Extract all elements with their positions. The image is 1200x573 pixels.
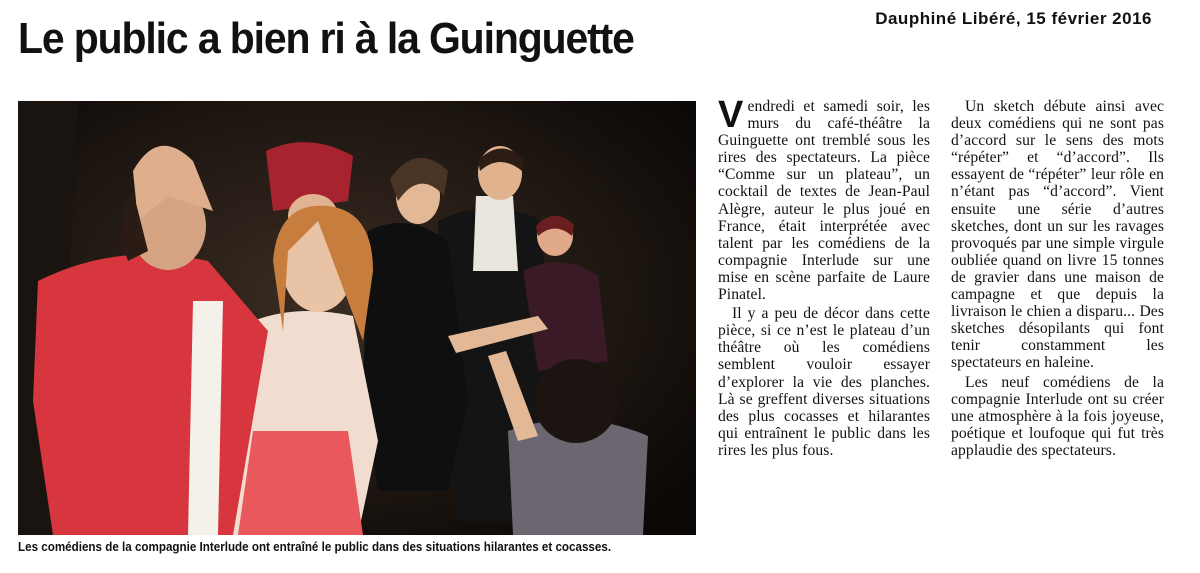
paragraph-2: Il y a peu de décor dans cette pièce, si ce n’est le plateau d’un théâtre où les comédiens semblent vouloir essayer d’explorer la vie des planches. Là se greffent diverses situations des plus cocasses et hilarantes qui entraînent le public dans les rires les plus fous. xyxy=(718,305,930,459)
paragraph-4: Les neuf comédiens de la compagnie Interlude ont su créer une atmosphère à la fois joyeuse, poétique et loufoque qui fut très applaudie des spectateurs. xyxy=(951,373,1164,459)
newspaper-source-dateline: Dauphiné Libéré, 15 février 2016 xyxy=(875,9,1152,28)
drop-cap: V xyxy=(718,94,744,136)
article-headline: Le public a bien ri à la Guinguette xyxy=(18,14,634,63)
stage-photo xyxy=(18,101,696,535)
paragraph-1-text: endredi et samedi soir, les murs du café-théâtre la Guinguette ont tremblé sous les rires des spectateurs. La pièce “Comme sur un plateau”, un cocktail de textes de Jean-Paul Alègre, auteur le plus joué en France, était interprétée avec talent par les comédiens de la compagnie Interlude sur une mise en scène parfaite de Laure Pinatel. xyxy=(718,98,930,304)
curly-hair xyxy=(534,359,618,443)
article-column-2 xyxy=(951,98,1164,461)
paragraph-3: Un sketch débute ainsi avec deux comédiens qui ne sont pas d’accord sur le sens des mots “répéter” et “d’accord”. Ils essayent de “répéter” leur rôle en n’étant pas “d’accord”. Vient ensuite une série d’autres sketches, dont un sur les ravages provoqués par une simple virgule oubliée quand on livre 15 tonnes de gravier dans une maison de campagne et que depuis la livraison le chien a disparu... Des sketches désopilants qui font tenir constamment les spectateurs en haleine. xyxy=(951,98,1164,372)
paragraph-1 xyxy=(718,94,930,304)
actor-red-jacket xyxy=(33,254,268,535)
article-column-1 xyxy=(718,94,930,461)
photo-caption: Les comédiens de la compagnie Interlude ont entraîné le public dans des situations hilarantes et cocasses. xyxy=(18,540,612,554)
